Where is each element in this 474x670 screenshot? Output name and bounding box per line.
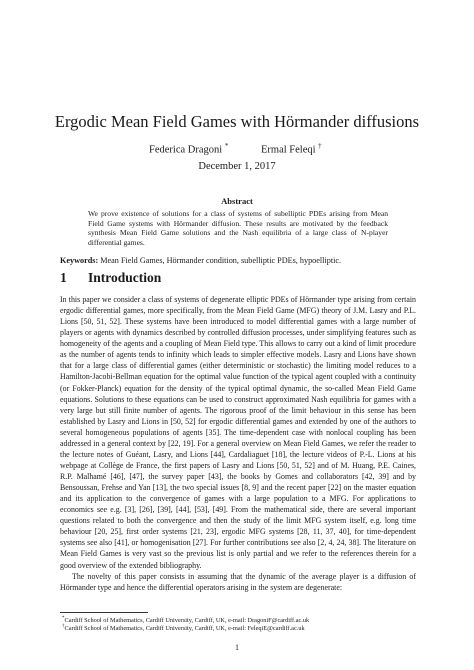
author-name: Ermal Feleqi [261,144,316,156]
body-text [60,294,416,593]
page-number: 1 [235,643,239,652]
section-heading [60,270,161,286]
section-title: Introduction [88,270,162,285]
paragraph-2: The novelty of this paper consists in assuming that the dynamic of the average player is a diffusion of Hörmander type and hence the differential operators arising in the system are degenerate: [60,571,416,592]
footnote-mark: † [62,624,65,629]
author-2 [261,140,322,157]
footnote-text: Cardiff School of Mathematics, Cardiff University, Cardiff, UK, e-mail: DragoniF@cardiff.ac.uk [64,617,310,625]
footnote-mark: * [224,142,229,150]
abstract-text: We prove existence of solutions for a class of systems of subelliptic PDEs arising from Mean Field Game systems with Hörmander diffusion. These results are motivated by the feedback synthesis Mean Field Game solutions and the Nash equilibria of a large class of N-player differential games. [88,209,388,247]
author-name: Federica Dragoni [149,144,223,156]
footnote-rule [60,612,148,613]
author-1 [149,140,228,157]
keywords-label: Keywords: [60,256,99,265]
paragraph-1: In this paper we consider a class of systems of degenerate elliptic PDEs of Hörmander type arising from certain ergodic differential games, more specifically, from the Mean Field Game (MFG) theory of J.M. Lasry and P.L. Lions [50, 51, 52]. These systems have been introduced to model differential games with a large number of players or agents with dynamics described by controlled diffusion processes, under simplifying features such as homogeneity of the agents and a coupling of Mean Field type. This allows to carry out a kind of limit procedure as the number of agents tends to infinity which leads to simpler effective models. Lasry and Lions have shown that for a large class of differential games (either deterministic or stochastic) the limiting model reduces to a Hamilton-Jacobi-Bellman equation for the optimal value function of the typical agent coupled with a continuity (or Fokker-Planck) equation for the density of the typical optimal dynamic, the so-called Mean Field Game equations. Solutions to these equations can be used to construct approximated Nash equilibria for games with a very large but still finite number of agents. The rigorous proof of the limit behaviour in this sense has been established by Lasry and Lions in [50, 52] for ergodic differential games and extended by one of the authors to several homogeneous populations of agents [35]. The time-dependent case with nonlocal coupling has been addressed in a general context by [22, 19]. For a general overview on Mean Field Games, we refer the reader to the lecture notes of Guéant, Lasry, and Lions [44], Cardaliaguet [18], the lecture videos of P.-L. Lions at his webpage at Collège de France, the first papers of Lasry and Lions [50, 51, 52] and of M. Huang, P.E. Caines, R.P. Malhamé [46], [47], the survey paper [43], the books by Gomes and collaborators [42, 39] and by Bensoussan, Frehse and Yan [13], the two special issues [8, 9] and the recent paper [22] on the master equation and its application to the convergence of games with a large population to a MFG. For applications to economics see e.g. [3], [26], [39], [44], [53], [49]. From the mathematical side, there are several important questions related to both the convergence and then the study of the limit MFG system itself, e.g. long time behaviour [20, 25], first order systems [21, 23], ergodic MFG systems [28, 11, 37, 40], for time-dependent systems see also [41], or homogenisation [27]. For further contributions see also [2, 4, 24, 38]. The literature on Mean Field Games is very vast so the previous list is only partial and we refer to the references therein for a good overview of the extended bibliography. [60,295,416,570]
footnote-text: Cardiff School of Mathematics, Cardiff University, Cardiff, UK, e-mail: FeleqiE@cardiff.ac.uk [64,625,305,633]
paper-title: Ergodic Mean Field Games with Hörmander diffusions [54,112,420,131]
footnote-mark: * [62,616,65,621]
section-number: 1 [60,270,67,285]
keywords [60,256,420,266]
footnote-2 [62,623,416,633]
keywords-text: Mean Field Games, Hörmander condition, subelliptic PDEs, hypoelliptic. [100,256,342,265]
footnote-mark: † [318,142,322,150]
abstract-heading: Abstract [221,196,253,206]
paper-date: December 1, 2017 [198,161,276,172]
